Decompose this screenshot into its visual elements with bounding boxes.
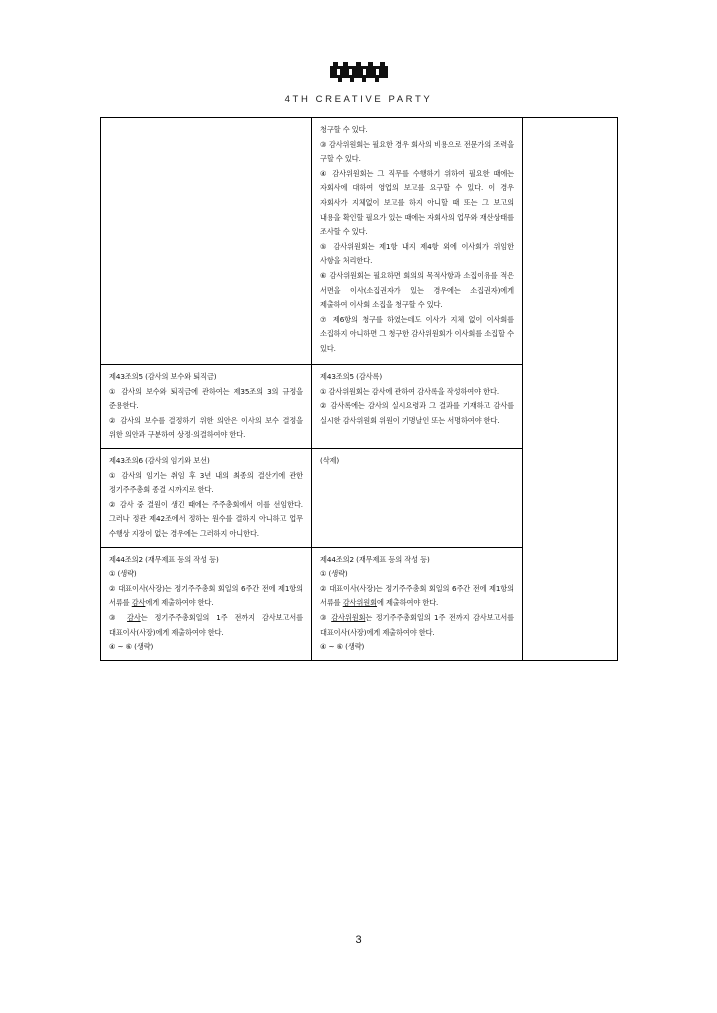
clause-text-part: ③	[109, 612, 128, 622]
clause-text-part: ② 대표이사(사장)는 정기주주총회 회일의 6주간 전에 제1항의 서류를	[109, 583, 303, 608]
underlined-term: 감사	[131, 598, 146, 608]
clause-text: ① (생략)	[320, 569, 348, 579]
clause-text: ① (생략)	[109, 569, 137, 579]
before-cell	[101, 365, 312, 449]
amendment-comparison-table	[100, 117, 618, 661]
underlined-term: 감사위원회	[331, 612, 366, 622]
before-cell	[101, 547, 312, 660]
clause-text	[109, 611, 303, 640]
note-cell	[523, 118, 618, 661]
brand-logo-icon	[330, 62, 388, 82]
clause-text: ② 감사 중 결원이 생긴 때에는 주주총회에서 이를 선임한다. 그러나 정관 제42조에서 정하는 원수를 결하지 아니하고 업무 수행상 지장이 없는 경우에는 그러하지 아니한다.	[109, 499, 303, 538]
clause-text: ② 감사록에는 감사의 실시요령과 그 결과를 기재하고 감사를 실시한 감사위원회 위원이 기명날인 또는 서명하여야 한다.	[320, 401, 514, 425]
clause-text-part: 에 제출하여야 한다.	[376, 598, 439, 608]
after-cell	[312, 448, 523, 547]
before-cell	[101, 118, 312, 365]
after-cell	[312, 547, 523, 660]
clause-text-part: 는 정기주주총회일의 1주 전까지 감사보고서를 대표이사(사장)에게 제출하여야 한다.	[109, 612, 303, 637]
clause-text: (삭제)	[320, 455, 340, 465]
underlined-term: 감사	[127, 612, 141, 622]
before-cell	[101, 448, 312, 547]
clause-text: ② 감사의 보수를 결정하기 위한 의안은 이사의 보수 결정을 위한 의안과 구분하여 상정·의결하여야 한다.	[109, 415, 303, 440]
clause-text	[320, 582, 514, 611]
clause-text-part: 에게 제출하여야 한다.	[145, 598, 214, 608]
clause-text: ① 감사의 임기는 취임 후 3년 내의 최종의 결산기에 관한 정기주주총회 종결 시까지로 한다.	[109, 470, 303, 495]
article-title: 제43조의6 (감사의 임기와 보선)	[109, 455, 210, 465]
clause-text-part: ③	[320, 612, 332, 622]
article-title: 제44조의2 (재무제표 등의 작성 등)	[320, 554, 430, 564]
clause-text	[109, 582, 303, 611]
clause-text: ③ 감사위원회는 필요한 경우 회사의 비용으로 전문가의 조력을 구할 수 있다.	[320, 139, 514, 164]
clause-text: ① 감사의 보수와 퇴직금에 관하여는 제35조의 3의 규정을 준용한다.	[109, 386, 303, 411]
clause-text: 청구할 수 있다.	[320, 125, 368, 134]
clause-text: ④ 감사위원회는 그 직무를 수행하기 위하여 필요한 때에는 자회사에 대하여 영업의 보고를 요구할 수 있다. 이 경우 자회사가 지체없이 보고를 하지 아니할 때 또는 그 보고의 내용을 확인할 필요가 있는 때에는 자회사의 업무와 재산상태를 조사할 수 있다.	[320, 168, 514, 237]
clause-text	[320, 611, 514, 640]
brand-name: 4TH CREATIVE PARTY	[284, 94, 433, 105]
clause-text: ④ ~ ⑥ (생략)	[109, 642, 154, 652]
after-cell	[312, 118, 523, 365]
page-number: 3	[355, 934, 362, 946]
clause-text-part: ② 대표이사(사장)는 정기주주총회 회일의 6주간 전에 제1항의 서류를	[320, 583, 514, 608]
clause-text: ⑤ 감사위원회는 제1항 내지 제4항 외에 이사회가 위임한 사항을 처리한다.	[320, 241, 514, 266]
clause-text: ④ ~ ⑥ (생략)	[320, 642, 365, 652]
clause-text-part: 는 정기주주총회일의 1주 전까지 감사보고서를 대표이사(사장)에게 제출하여야 한다.	[320, 612, 514, 637]
clause-text: ① 감사위원회는 감사에 관하여 감사록을 작성하여야 한다.	[320, 386, 500, 396]
clause-text: ⑥ 감사위원회는 필요하면 회의의 목적사항과 소집이유를 적은 서면을 이사(소집권자가 있는 경우에는 소집권자)에게 제출하여 이사회 소집을 청구할 수 있다.	[320, 270, 514, 310]
underlined-term: 감사위원회	[342, 598, 377, 608]
article-title: 제43조의5 (감사의 보수와 퇴직금)	[109, 372, 217, 381]
article-title: 제43조의5 (감사록)	[320, 372, 383, 381]
article-title: 제44조의2 (재무제표 등의 작성 등)	[109, 554, 219, 564]
after-cell	[312, 365, 523, 449]
clause-text: ⑦ 제6항의 청구를 하였는데도 이사가 지체 없이 이사회를 소집하지 아니하면 그 청구한 감사위원회가 이사회를 소집할 수 있다.	[320, 314, 514, 353]
table-row	[101, 118, 618, 365]
